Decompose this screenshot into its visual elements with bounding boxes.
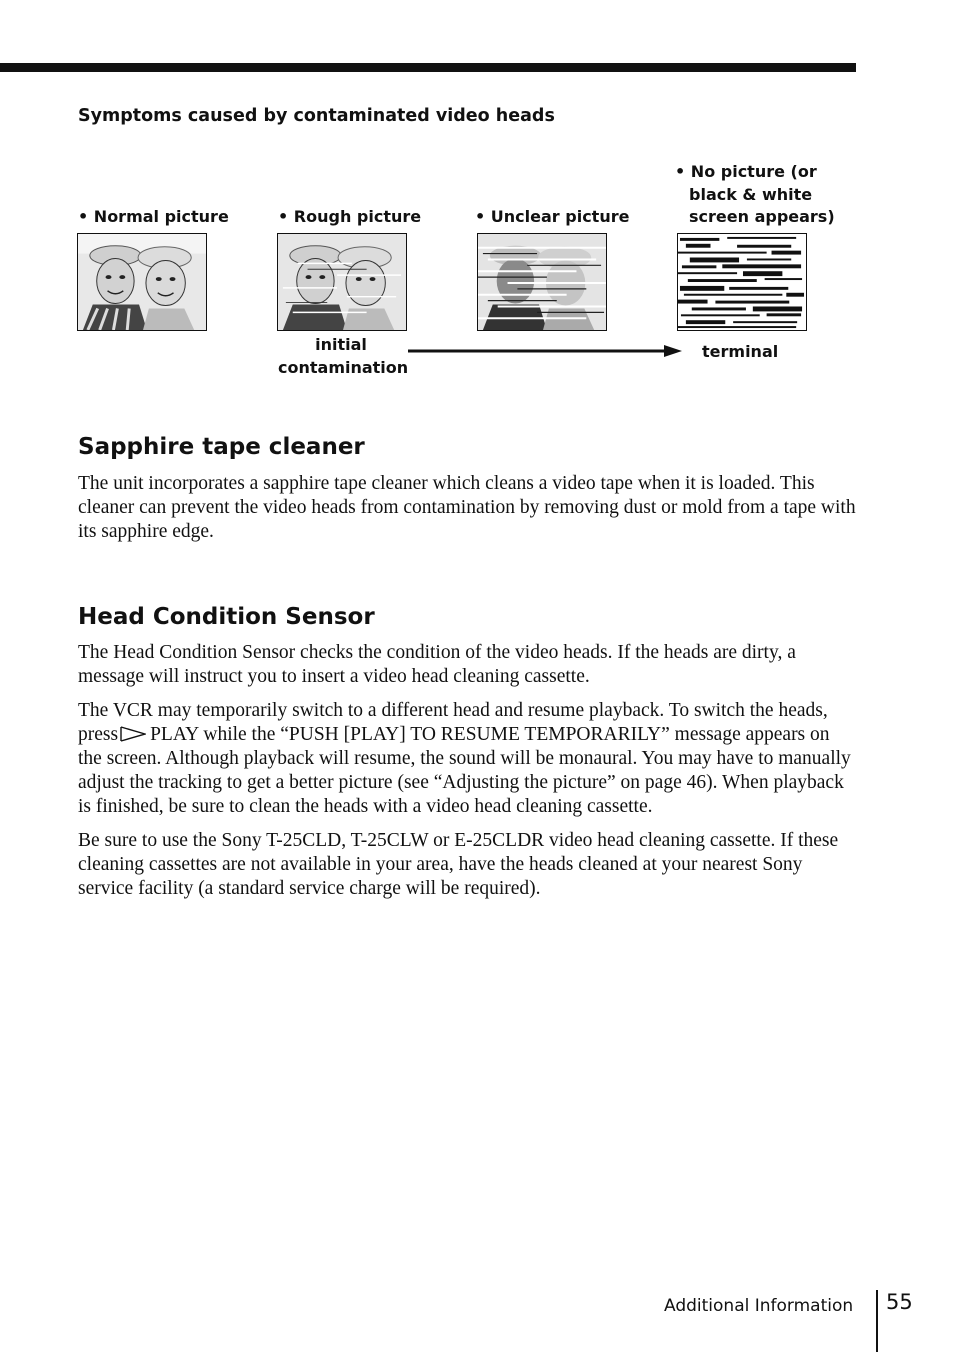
head-sensor-paragraph-3: Be sure to use the Sony T-25CLD, T-25CLW or E-25CLDR video head cleaning cassette. If these cleaning cassettes are not available in your area, have the heads cleaned at your nearest Sony service facility (a standard service charge will be required). (78, 830, 839, 899)
head-sensor-paragraph-1: The Head Condition Sensor checks the condition of the video heads. If the heads are dirty, a message will instruct you to insert a video head cleaning cassette. (78, 642, 796, 687)
arrow-right-icon (408, 343, 682, 359)
sapphire-section-title: Sapphire tape cleaner (78, 434, 365, 460)
rough-picture-image (277, 233, 407, 331)
caption-no-picture-line-1: • No picture (or (675, 162, 817, 181)
play-outline-icon (120, 726, 146, 742)
sapphire-section-body (78, 472, 858, 554)
initial-contamination-line-2: contamination (278, 357, 409, 377)
figure-heading: Symptoms caused by contaminated video heads (78, 106, 555, 126)
top-rule (0, 63, 856, 72)
sapphire-paragraph: The unit incorporates a sapphire tape cleaner which cleans a video tape when it is loaded. This cleaner can prevent the video heads from contamination by removing dust or mold from a tape with its sapphire edge. (78, 473, 856, 542)
caption-normal-picture: • Normal picture (78, 207, 229, 226)
normal-picture-image (77, 233, 207, 331)
unclear-picture-image (477, 233, 607, 331)
caption-no-picture-line-3: screen appears) (689, 207, 835, 226)
head-sensor-paragraph-2 (78, 699, 858, 819)
caption-unclear-picture: • Unclear picture (475, 207, 630, 226)
initial-contamination-label (278, 334, 409, 379)
caption-rough-picture: • Rough picture (278, 207, 422, 226)
footer-section-label: Additional Information (664, 1296, 854, 1316)
footer-divider (876, 1290, 878, 1352)
page-number: 55 (886, 1290, 913, 1314)
head-sensor-p2-before: The VCR may temporarily switch to a different head and resume playback. To switch the heads, press (78, 700, 828, 745)
initial-contamination-line-1: initial (315, 335, 367, 354)
head-sensor-p2-after: PLAY while the “PUSH [PLAY] TO RESUME TEMPORARILY” message appears on the screen. Although playback will resume, the sound will be monaural. You may have to manually adjust the tracking to get a better picture (see “Adjusting the picture” on page 46). When playback is finished, be sure to clean the heads with a video head cleaning cassette. (78, 724, 851, 817)
caption-no-picture-line-2: black & white (689, 184, 813, 204)
no-picture-image (677, 233, 807, 331)
caption-no-picture (675, 161, 835, 229)
terminal-label: terminal (702, 342, 779, 361)
head-sensor-section-title: Head Condition Sensor (78, 604, 375, 630)
head-sensor-section-body (78, 641, 858, 911)
